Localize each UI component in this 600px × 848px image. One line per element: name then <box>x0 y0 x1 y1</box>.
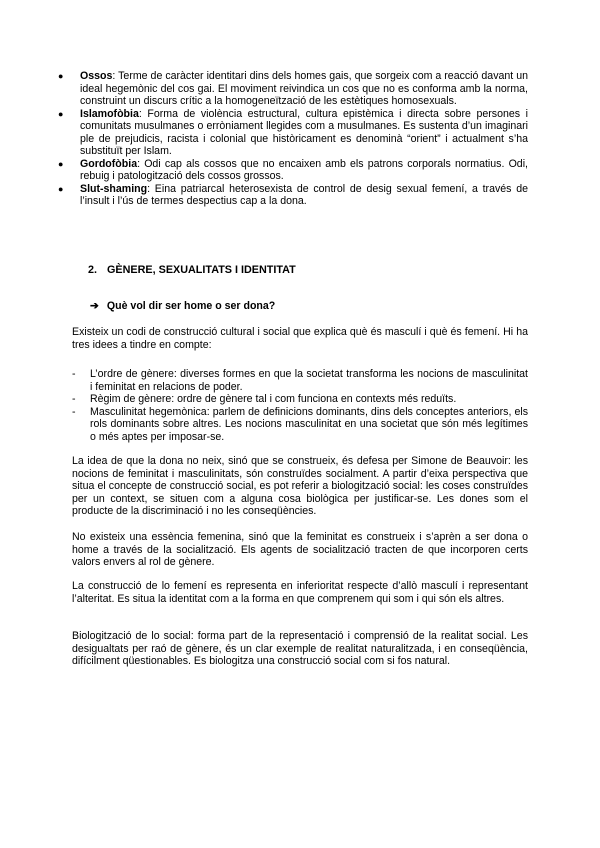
dash-icon: - <box>72 368 76 380</box>
glossary-item-slut-shaming: ● Slut-shaming: Eina patriarcal heterosexista de control de desig sexual femení, a través de l’insult i l’ús de termes despectius cap a la dona. <box>58 182 528 207</box>
ideas-dash-list <box>72 368 528 443</box>
glossary-item-ossos: ● Ossos: Terme de caràcter identitari dins dels homes gais, que sorgeix com a reacció davant un ideal hegemònic del cos gai. El moviment reivindica un cos que no es conforma amb la norma, construint un discurs crític a la homogeneïtzació de les estètiques homosexuals. <box>58 70 528 107</box>
bullet-icon: ● <box>58 71 64 81</box>
arrow-right-icon: ➔ <box>90 300 99 312</box>
section-heading <box>88 264 296 276</box>
intro-paragraph: Existeix un codi de construcció cultural i social que explica què és masculí i què és femení. Hi ha tres idees a tindre en compte: <box>72 326 528 351</box>
dash-icon: - <box>72 393 76 405</box>
section-number: 2. <box>88 264 98 276</box>
subheading-text: Què vol dir ser home o ser dona? <box>106 300 276 312</box>
subheading <box>90 300 275 312</box>
body-paragraph: La idea de que la dona no neix, sinó que se construeix, és defesa per Simone de Beauvoir: les nocions de feminitat i masculinitats, són construïdes socialment. A partir d’eixa perspectiva que situa el concepte de construcció social, es pot referir a biologització social: les coses construïdes per un context, se situen com a alguna cosa biològica per justificar-se. Les dones som el producte de la discriminació i no les conseqüències. <box>72 455 528 517</box>
section-title: GÈNERE, SEXUALITATS I IDENTITAT <box>107 264 296 276</box>
body-paragraph: No existeix una essència femenina, sinó que la feminitat es construeix i s’aprèn a ser dona o home a través de la socialització. Els agents de socialització tracten de que incorporen certs valors envers al rol de gènere. <box>72 531 528 568</box>
glossary-item-islamofobia: ● Islamofòbia: Forma de violència estructural, cultura epistèmica i directa sobre persones i comunitats musulmanes o erròniament llegides com a musulmanes. Es sustenta d’un imaginari ple de prejudicis, racista i colonial que històricament es denominà “orient” i actualment s’ha substituït per Islam. <box>58 107 528 157</box>
glossary-item-gordofobia: ● Gordofòbia: Odi cap als cossos que no encaixen amb els patrons corporals normatius. Odi, rebuig i patologització dels cossos grossos. <box>58 157 528 182</box>
body-paragraph: Biologització de lo social: forma part de la representació i comprensió de la realitat social. Les desigualtats per raó de gènere, és un clar exemple de realitat naturalitzada, i en conseqüència, difícilment qüestionables. Es biologitza una construcció social com si fos natural. <box>72 630 528 667</box>
bullet-icon: ● <box>58 183 64 194</box>
idea-item: - Masculinitat hegemònica: parlem de definicions dominants, dins dels conceptes anteriors, els rols dominants sobre altres. Les nocions masculinitat en una societat que són més legítimes o més aptes per imposar-se. <box>72 405 528 443</box>
idea-item: - Règim de gènere: ordre de gènere tal i com funciona en contexts més reduïts. <box>72 393 457 405</box>
bullet-icon: ● <box>58 158 64 169</box>
idea-item: - L’ordre de gènere: diverses formes en que la societat transforma les nocions de masculinitat i feminitat en relacions de poder. <box>72 368 528 393</box>
glossary-bullet-list <box>58 70 528 208</box>
bullet-icon: ● <box>58 108 64 119</box>
dash-icon: - <box>72 405 76 418</box>
body-paragraph: La construcció de lo femení es representa en inferioritat respecte d’allò masculí i representant l’alteritat. Es situa la identitat com a la forma en que comprenem qui som i qui són els altres. <box>72 580 528 605</box>
